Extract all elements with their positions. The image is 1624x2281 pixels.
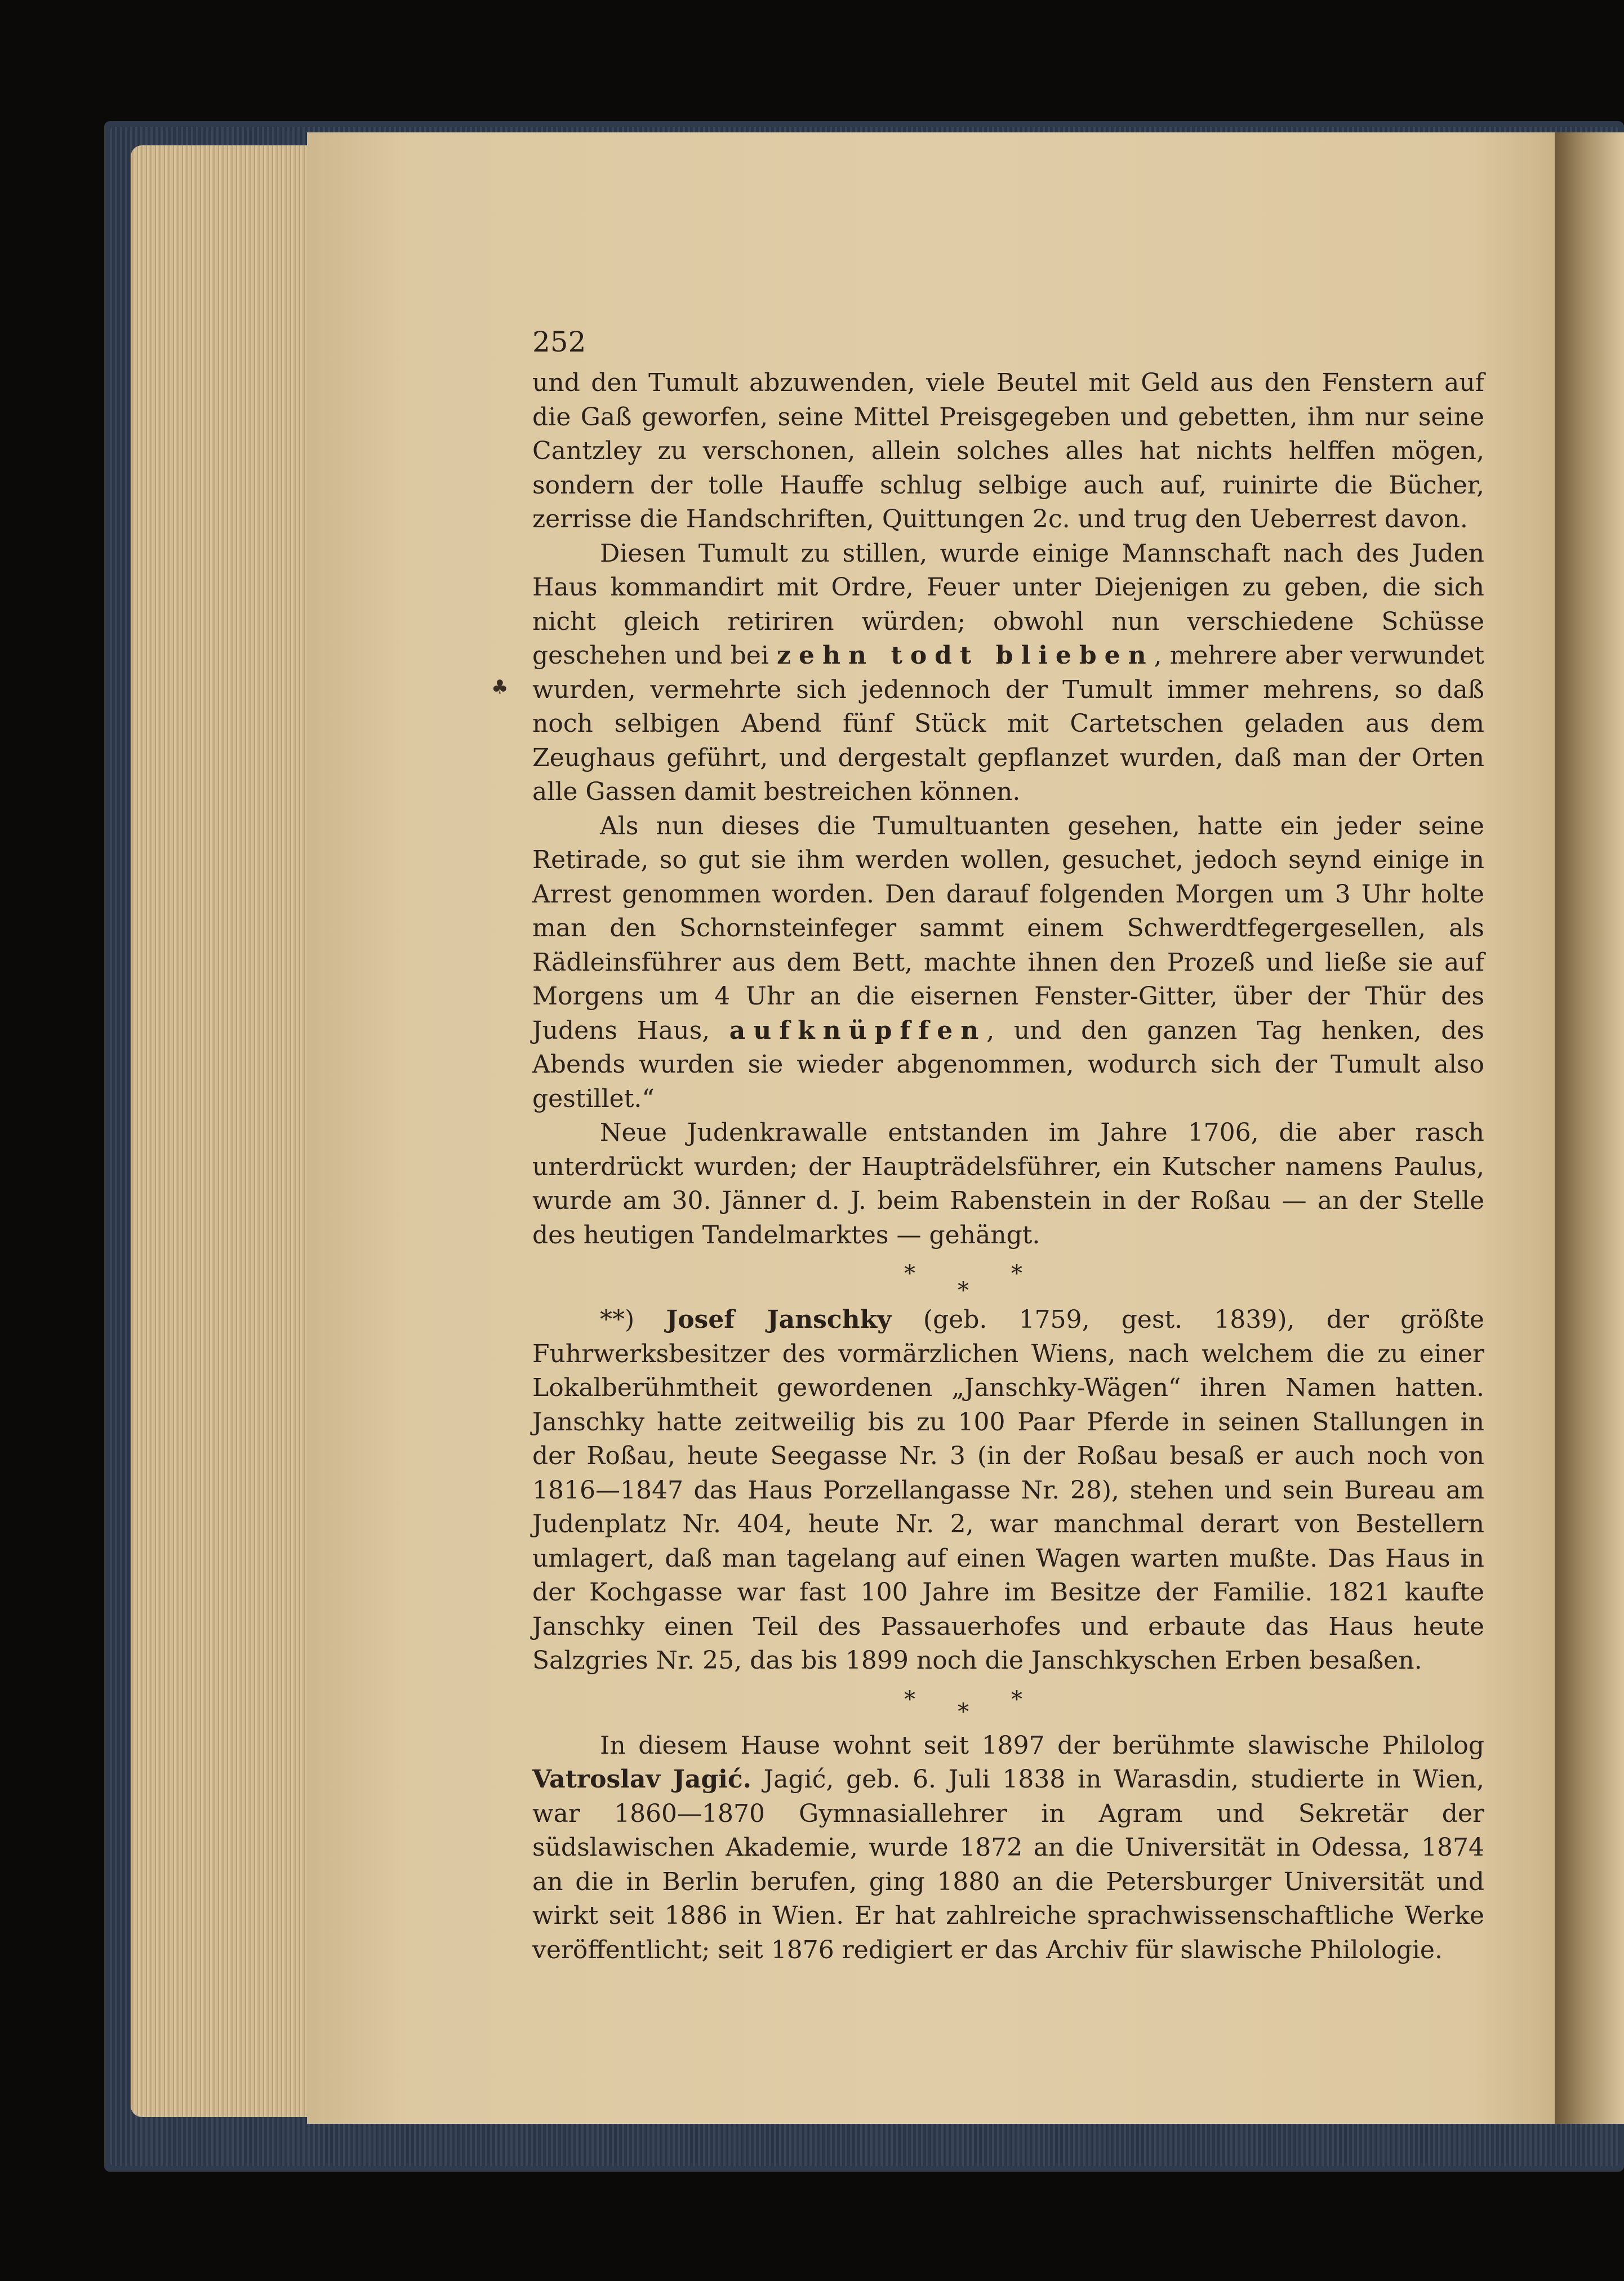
paragraph-3 [532, 810, 1484, 1117]
paragraph-2-text-b: , mehrere aber verwundet wurden, vermehrte sich jedennoch der Tumult immer mehrens, so daß noch selbigen Abend fünf Stück mit Cartetschen geladen aus dem Zeughaus geführt, und dergestalt gepflanzet wurden, daß man der Orten alle Gassen damit bestreichen können. [532, 641, 1484, 806]
paragraph-3-text-b: , und den ganzen Tag henken, des Abends wurden sie wieder abgenommen, wodurch sich der Tumult also gestillet.“ [532, 1016, 1484, 1113]
paragraph-1: und den Tumult abzuwenden, viele Beutel mit Geld aus den Fenstern auf die Gaß geworfen, seine Mittel Preisgegeben und gebetten, ihm nur seine Cantzley zu verschonen, allein solches alles hat nichts helffen mögen, sondern der tolle Hauffe schlug selbige auch auf, ruinirte die Bücher, zerrisse die Handschriften, Quittungen 2c. und trug den Ueberrest davon. [532, 368, 1484, 533]
separator-star: * [1011, 1261, 1022, 1287]
page-text [532, 366, 1484, 1967]
separator-star: * [904, 1261, 915, 1287]
paragraph-jagic-text-b: Jagić, geb. 6. Juli 1838 in Warasdin, studierte in Wien, war 1860—1870 Gymnasiallehrer in Agram und Sekretär der südslawischen Akademie, wurde 1872 an die Universität in Odessa, 1874 an die in Berlin berufen, ging 1880 an die Petersburger Universität und wirkt seit 1886 in Wien. Er hat zahlreiche sprachwissenschaftliche Werke veröffentlicht; seit 1876 redigiert er das Archiv für slawische Philologie. [532, 1765, 1484, 1964]
separator-star: * [904, 1686, 915, 1713]
separator-star: * [958, 1698, 969, 1725]
paragraph-3-text-a: Als nun dieses die Tumultuanten gesehen, hatte ein jeder seine Retirade, so gut sie ihm werden wollen, gesuchet, jedoch seynd einige in Arrest genommen worden. Den darauf folgenden Morgen um 3 Uhr holte man den Schornsteinfeger sammt einem Schwerdtfegergesellen, als Rädleinsführer aus dem Bett, machte ihnen den Prozeß und ließe sie auf Morgens um 4 Uhr an die eisernen Fenster-Gitter, über der Thür des Judens Haus, [532, 811, 1484, 1045]
page-gutter [1555, 132, 1624, 2124]
section-separator-2 [532, 1678, 1484, 1725]
footnote-janschky [532, 1303, 1484, 1678]
separator-star: * [1011, 1686, 1022, 1713]
margin-mark: ♣ [491, 676, 509, 699]
separator-star: * [958, 1278, 969, 1304]
footnote-text: (geb. 1759, gest. 1839), der größte Fuhrwerksbesitzer des vormärzlichen Wiens, nach welchem die zu einer Lokalberühmtheit gewordenen „Janschky-Wägen“ ihren Namen hatten. Janschky hatte zeitweilig bis zu 100 Paar Pferde in seinen Stallungen in der Roßau, heute Seegasse Nr. 3 (in der Roßau besaß er auch noch von 1816—1847 das Haus Porzellangasse Nr. 28), stehen und sein Bureau am Judenplatz Nr. 404, heute Nr. 2, war manchmal derart von Bestellern umlagert, daß man tagelang auf einen Wagen warten mußte. Das Haus in der Kochgasse war fast 100 Jahre im Besitze der Familie. 1821 kaufte Janschky einen Teil des Passauerhofes und erbaute das Haus heute Salzgries Nr. 25, das bis 1899 noch die Janschkyschen Erben besaßen. [532, 1305, 1484, 1675]
jagic-name: Vatroslav Jagić. [532, 1765, 751, 1794]
footnote-marker: **) [600, 1305, 635, 1334]
paragraph-jagic [532, 1729, 1484, 1968]
paragraph-2-text-a: Diesen Tumult zu stillen, wurde einige Mannschaft nach des Juden Haus kommandirt mit Ordre, Feuer unter Diejenigen zu geben, die sich nicht gleich retiriren würden; obwohl nun verschiedene Schüsse geschehen und bei [532, 539, 1484, 670]
page-stack-edge [131, 145, 317, 2117]
page-number: 252 [532, 326, 586, 358]
paragraph-4: Neue Judenkrawalle entstanden im Jahre 1706, die aber rasch unterdrückt wurden; der Haupträdelsführer, ein Kutscher namens Paulus, wurde am 30. Jänner d. J. beim Rabenstein in der Roßau — an der Stelle des heutigen Tandelmarktes — gehängt. [532, 1118, 1484, 1250]
spaced-emphasis-1: zehn todt blieben [777, 641, 1154, 670]
footnote-name: Josef Janschky [666, 1305, 892, 1334]
paragraph-jagic-text-a: In diesem Hause wohnt seit 1897 der berühmte slawische Philolog [600, 1731, 1484, 1760]
spaced-emphasis-2: aufknüpffen [729, 1016, 987, 1045]
section-separator-1 [532, 1252, 1484, 1304]
paragraph-2 [532, 537, 1484, 810]
